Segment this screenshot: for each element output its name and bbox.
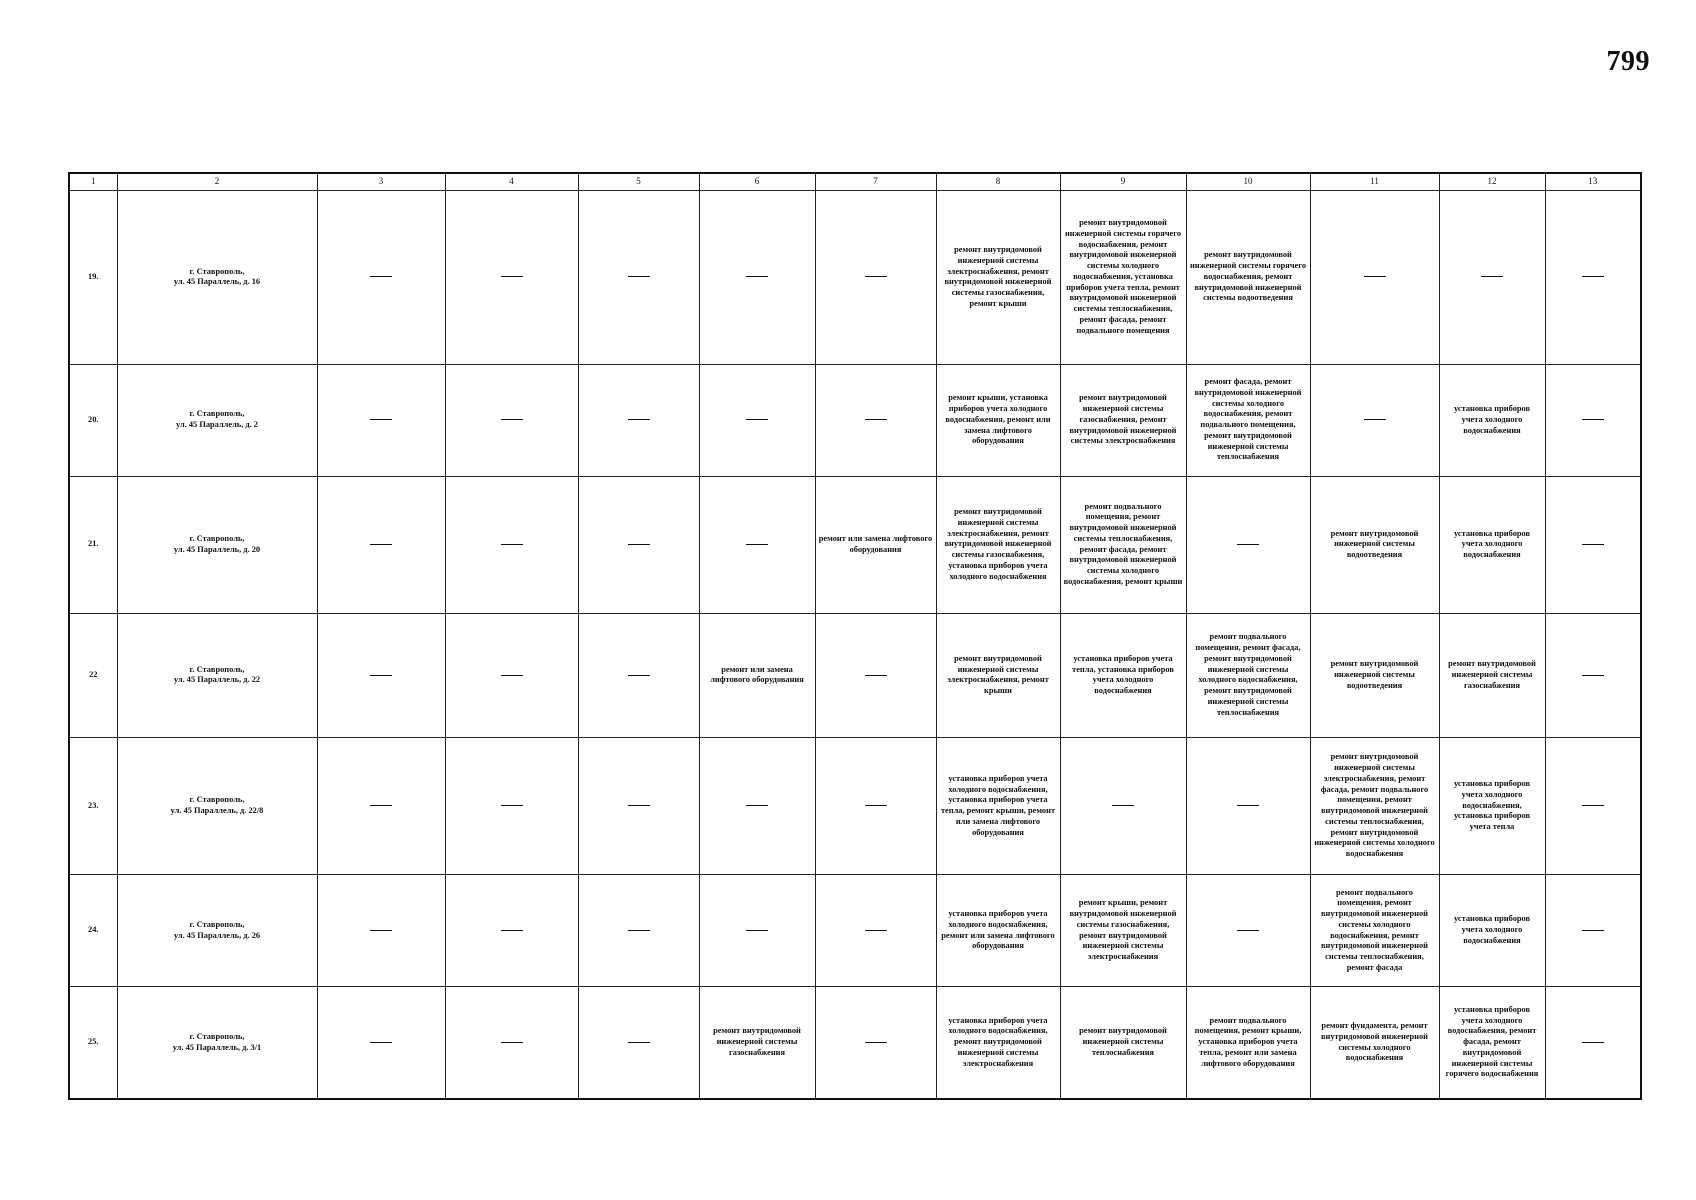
address-street: ул. 45 Параллель, д. 22/8 [170,806,264,816]
empty-dash-col-4 [445,987,578,1099]
empty-dash-col-3 [317,738,445,875]
work-text: установка приборов учета холодного водоснабжения, ремонт фасада, ремонт внутридомовой инженерной системы горячего водоснабжения [1445,1004,1539,1079]
empty-dash-col-7 [815,613,936,738]
row-number: 20. [69,364,117,476]
work-text: ремонт фасада, ремонт внутридомовой инженерной системы холодного водоснабжения, ремонт подвального помещения, ремонт внутридомовой инженерной системы теплоснабжения [1194,377,1302,462]
empty-dash-col-4 [445,613,578,738]
address-city: г. Ставрополь, [189,795,245,805]
empty-dash-col-13 [1545,987,1641,1099]
column-header-13: 13 [1545,173,1641,191]
dash-mark [370,675,392,676]
address-cell [117,874,317,986]
dash-mark [628,276,650,277]
address-city: г. Ставрополь, [189,266,245,276]
dash-mark [1582,675,1604,676]
empty-dash-col-13 [1545,364,1641,476]
empty-dash-col-5 [578,987,699,1099]
work-text: ремонт внутридомовой инженерной системы горячего водоснабжения, ремонт внутридомовой инженерной системы водоотведения [1189,250,1307,303]
table-row [69,738,1641,875]
dash-mark [1237,930,1259,931]
address-cell [117,987,317,1099]
work-text: ремонт внутридомовой инженерной системы электроснабжения, ремонт фасада, ремонт подвального помещения, ремонт внутридомовой инженерной системы теплоснабжения, ремонт внутридомовой инженерной системы холодного водоснабжения [1314,752,1435,859]
empty-dash-col-4 [445,738,578,875]
empty-dash-col-4 [445,191,578,365]
column-header-4: 4 [445,173,578,191]
dash-mark [628,544,650,545]
work-description-col-8 [936,364,1060,476]
empty-dash-col-6 [699,476,815,613]
dash-mark [628,675,650,676]
table-row [69,191,1641,365]
empty-dash-col-6 [699,364,815,476]
empty-dash-col-13 [1545,613,1641,738]
dash-mark [370,276,392,277]
address-cell [117,191,317,365]
dash-mark [865,419,887,420]
empty-dash-col-3 [317,476,445,613]
empty-dash-col-6 [699,738,815,875]
empty-dash-col-5 [578,738,699,875]
dash-mark [1582,419,1604,420]
work-text: ремонт подвального помещения, ремонт фасада, ремонт внутридомовой инженерной системы холодного водоснабжения, ремонт внутридомовой инженерной системы теплоснабжения [1195,632,1301,717]
work-text: установка приборов учета тепла, установка приборов учета холодного водоснабжения [1072,653,1174,696]
empty-dash-col-4 [445,476,578,613]
empty-dash-col-4 [445,364,578,476]
work-description-col-11 [1310,476,1439,613]
work-text: установка приборов учета холодного водоснабжения, установка приборов учета тепла [1453,779,1531,832]
work-text: установка приборов учета холодного водоснабжения [1453,404,1531,435]
address-city: г. Ставрополь, [189,1031,245,1041]
address-cell [117,476,317,613]
empty-dash-col-3 [317,364,445,476]
dash-mark [1364,276,1386,277]
address-city: г. Ставрополь, [189,409,245,419]
work-text: установка приборов учета холодного водоснабжения [1453,914,1531,945]
dash-mark [501,1042,523,1043]
dash-mark [501,544,523,545]
dash-mark [628,805,650,806]
column-header-9: 9 [1060,173,1186,191]
work-description-col-11 [1310,738,1439,875]
work-text: ремонт внутридомовой инженерной системы электроснабжения, ремонт внутридомовой инженерной системы газоснабжения, ремонт крыши [944,245,1052,308]
dash-mark [746,805,768,806]
empty-dash-col-10 [1186,738,1310,875]
address-street: ул. 45 Параллель, д. 16 [173,277,261,287]
dash-mark [865,930,887,931]
empty-dash-col-11 [1310,364,1439,476]
empty-dash-col-13 [1545,738,1641,875]
empty-dash-col-7 [815,987,936,1099]
work-text: установка приборов учета холодного водоснабжения [1453,528,1531,560]
empty-dash-col-7 [815,874,936,986]
dash-mark [865,276,887,277]
dash-mark [746,544,768,545]
work-description-col-10 [1186,987,1310,1099]
row-number: 19. [69,191,117,365]
address-city: г. Ставрополь, [189,664,245,674]
address-street: ул. 45 Параллель, д. 3/1 [172,1042,262,1052]
work-description-col-11 [1310,613,1439,738]
work-description-col-12 [1439,987,1545,1099]
work-description-col-12 [1439,476,1545,613]
empty-dash-col-10 [1186,476,1310,613]
empty-dash-col-5 [578,364,699,476]
work-text: ремонт внутридомовой инженерной системы газоснабжения, ремонт внутридомовой инженерной системы электроснабжения [1069,393,1177,446]
dash-mark [370,1042,392,1043]
empty-dash-col-10 [1186,874,1310,986]
work-text: ремонт фундамента, ремонт внутридомовой инженерной системы холодного водоснабжения [1320,1021,1428,1063]
empty-dash-col-4 [445,874,578,986]
dash-mark [628,1042,650,1043]
empty-dash-col-3 [317,874,445,986]
work-text: ремонт внутридомовой инженерной системы теплоснабжения [1079,1026,1167,1057]
column-header-8: 8 [936,173,1060,191]
work-text: ремонт внутридомовой инженерной системы газоснабжения [713,1026,801,1057]
dash-mark [865,675,887,676]
work-description-col-8 [936,987,1060,1099]
empty-dash-col-5 [578,191,699,365]
work-text: ремонт крыши, установка приборов учета холодного водоснабжения, ремонт или замена лифтового оборудования [945,393,1051,446]
dash-mark [1582,544,1604,545]
column-header-7: 7 [815,173,936,191]
dash-mark [1237,544,1259,545]
dash-mark [370,544,392,545]
column-header-2: 2 [117,173,317,191]
empty-dash-col-9 [1060,738,1186,875]
dash-mark [501,675,523,676]
row-number: 23. [69,738,117,875]
column-header-11: 11 [1310,173,1439,191]
work-description-col-8 [936,874,1060,986]
empty-dash-col-12 [1439,191,1545,365]
column-header-5: 5 [578,173,699,191]
empty-dash-col-13 [1545,476,1641,613]
dash-mark [1582,276,1604,277]
work-description-col-11 [1310,874,1439,986]
work-text: ремонт внутридомовой инженерной системы горячего водоснабжения, ремонт внутридомовой инженерной системы холодного водоснабжения, установка приборов учета тепла, ремонт внутридомовой инженерной системы теплоснабжения, ремонт фасада, ремонт подвального помещения [1064,218,1182,335]
work-text: ремонт или замена лифтового оборудования [710,664,804,685]
table-row [69,987,1641,1099]
work-text: ремонт подвального помещения, ремонт внутридомовой инженерной системы теплоснабжения, ремонт фасада, ремонт внутридомовой инженерной системы холодного водоснабжения, ремонт крыши [1063,501,1183,586]
dash-mark [1112,805,1134,806]
address-street: ул. 45 Параллель, д. 22 [173,675,261,685]
empty-dash-col-6 [699,874,815,986]
address-cell [117,364,317,476]
dash-mark [628,419,650,420]
table-body [69,191,1641,1100]
work-description-col-10 [1186,613,1310,738]
row-number: 21. [69,476,117,613]
work-description-col-8 [936,476,1060,613]
work-description-col-12 [1439,738,1545,875]
work-text: ремонт внутридомовой инженерной системы водоотведения [1330,659,1419,690]
column-header-10: 10 [1186,173,1310,191]
address-street: ул. 45 Параллель, д. 2 [176,420,258,430]
work-text: ремонт внутридомовой инженерной системы электроснабжения, ремонт внутридомовой инженерной системы газоснабжения, установка приборов учета холодного водоснабжения [944,507,1052,581]
column-header-6: 6 [699,173,815,191]
page-number: 799 [1606,46,1650,77]
dash-mark [370,419,392,420]
dash-mark [1582,930,1604,931]
table-row [69,476,1641,613]
dash-mark [746,276,768,277]
work-description-col-11 [1310,987,1439,1099]
work-description-col-9 [1060,613,1186,738]
dash-mark [628,930,650,931]
empty-dash-col-7 [815,738,936,875]
column-header-1: 1 [69,173,117,191]
table-row [69,364,1641,476]
empty-dash-col-13 [1545,874,1641,986]
address-cell [117,613,317,738]
dash-mark [1364,419,1386,420]
work-description-col-9 [1060,476,1186,613]
address-street: ул. 45 Параллель, д. 20 [173,544,261,554]
empty-dash-col-5 [578,613,699,738]
row-number: 24. [69,874,117,986]
column-header-12: 12 [1439,173,1545,191]
header-row [69,173,1641,191]
work-text: ремонт внутридомовой инженерной системы газоснабжения [1448,659,1536,690]
dash-mark [746,930,768,931]
work-description-col-8 [936,613,1060,738]
work-text: ремонт крыши, ремонт внутридомовой инженерной системы газоснабжения, ремонт внутридомовой инженерной системы электроснабжения [1069,898,1177,962]
row-number: 25. [69,987,117,1099]
dash-mark [501,419,523,420]
work-description-col-9 [1060,364,1186,476]
work-description-col-7 [815,476,936,613]
work-description-col-6 [699,987,815,1099]
empty-dash-col-11 [1310,191,1439,365]
table-header [69,173,1641,191]
empty-dash-col-7 [815,364,936,476]
row-number: 22 [69,613,117,738]
work-description-col-8 [936,191,1060,365]
work-description-col-9 [1060,191,1186,365]
dash-mark [1582,805,1604,806]
empty-dash-col-7 [815,191,936,365]
address-city: г. Ставрополь, [189,533,245,543]
work-description-col-12 [1439,364,1545,476]
dash-mark [1237,805,1259,806]
work-description-col-12 [1439,613,1545,738]
dash-mark [501,805,523,806]
work-text: ремонт или замена лифтового оборудования [818,533,933,554]
work-text: установка приборов учета холодного водоснабжения, установка приборов учета тепла, ремонт крыши, ремонт или замена лифтового оборудования [940,773,1056,837]
work-text: ремонт внутридомовой инженерной системы водоотведения [1330,528,1419,560]
address-street: ул. 45 Параллель, д. 26 [173,930,261,940]
dash-mark [501,930,523,931]
column-header-3: 3 [317,173,445,191]
work-text: ремонт подвального помещения, ремонт внутридомовой инженерной системы холодного водоснабжения, ремонт внутридомовой инженерной системы теплоснабжения, ремонт фасада [1320,887,1428,972]
work-description-col-8 [936,738,1060,875]
dash-mark [370,805,392,806]
repair-plan-table [68,172,1642,1100]
work-text: ремонт внутридомовой инженерной системы электроснабжения, ремонт крыши [947,653,1049,696]
dash-mark [865,1042,887,1043]
table-row [69,613,1641,738]
empty-dash-col-3 [317,987,445,1099]
empty-dash-col-13 [1545,191,1641,365]
empty-dash-col-5 [578,874,699,986]
empty-dash-col-3 [317,191,445,365]
work-text: установка приборов учета холодного водоснабжения, ремонт или замена лифтового оборудования [941,909,1055,951]
empty-dash-col-6 [699,191,815,365]
dash-mark [1582,1042,1604,1043]
address-city: г. Ставрополь, [189,919,245,929]
work-description-col-6 [699,613,815,738]
dash-mark [501,276,523,277]
work-text: установка приборов учета холодного водоснабжения, ремонт внутридомовой инженерной системы электроснабжения [948,1015,1048,1068]
dash-mark [865,805,887,806]
work-description-col-12 [1439,874,1545,986]
work-description-col-10 [1186,364,1310,476]
dash-mark [746,419,768,420]
dash-mark [1481,276,1503,277]
work-description-col-9 [1060,987,1186,1099]
empty-dash-col-5 [578,476,699,613]
work-description-col-9 [1060,874,1186,986]
work-description-col-10 [1186,191,1310,365]
dash-mark [370,930,392,931]
table-row [69,874,1641,986]
work-text: ремонт подвального помещения, ремонт крыши, установка приборов учета тепла, ремонт или замена лифтового оборудования [1194,1015,1302,1068]
empty-dash-col-3 [317,613,445,738]
address-cell [117,738,317,875]
